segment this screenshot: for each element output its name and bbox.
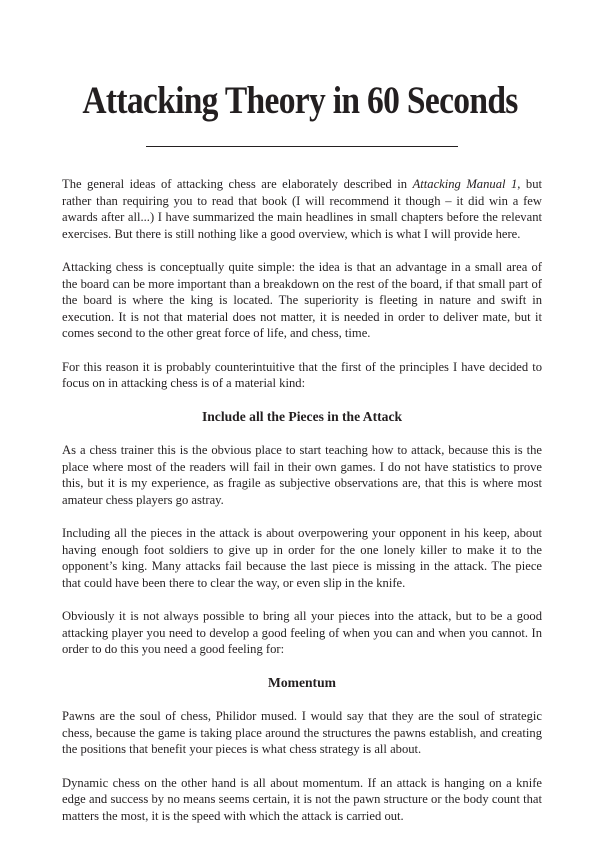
page-title: Attacking Theory in 60 Seconds	[82, 79, 518, 122]
paragraph-concept: Attacking chess is conceptually quite simple: the idea is that an advantage in a small area of the board can be more important than a breakdown on the rest of the board, if that small part of the board is where the king is located. The superiority is fleeting in nature and swift in execution. It is not that material does not matter, it is needed in order to deliver mate, but it comes second to the other great force of life, and chess, time.	[62, 260, 542, 340]
body-text	[62, 176, 542, 841]
paragraph-feeling: Obviously it is not always possible to bring all your pieces into the attack, but to be a good attacking player you need to develop a good feeling of when you can and when you cannot. In order to do this you need a good feeling for:	[62, 609, 542, 656]
paragraph-trainer: As a chess trainer this is the obvious place to start teaching how to attack, because this is the place where most of the readers will fail in their own games. I do not have statistics to prove this, but it is my experience, as fragile as subjective observations are, that this is where most amateur chess players go astray.	[62, 443, 542, 507]
title-divider	[146, 146, 458, 147]
section-heading-include-pieces: Include all the Pieces in the Attack	[201, 408, 403, 424]
paragraph-intro	[62, 176, 542, 242]
paragraph-intro-end: , but rather than requiring you to read that book (I will recommend it though – it did win a few awards after all...) I have summarized the main headlines in small chapters before the relevant exercises. But there is still nothing like a good overview, which is what I will provide here.	[62, 177, 543, 241]
section-heading-momentum: Momentum	[268, 674, 336, 690]
paragraph-intro-start: The general ideas of attacking chess are elaborately described in	[62, 177, 413, 191]
book-title: Attacking Manual 1	[412, 177, 518, 191]
paragraph-pawns: Pawns are the soul of chess, Philidor mused. I would say that they are the soul of strategic chess, because the game is taking place around the structures the pawns establish, and creating the positions that benefit your pieces is what chess strategy is all about.	[62, 709, 542, 756]
paragraph-counterintuitive: For this reason it is probably counterintuitive that the first of the principles I have decided to focus on in attacking chess is of a material kind:	[62, 359, 542, 390]
paragraph-dynamic: Dynamic chess on the other hand is all about momentum. If an attack is hanging on a knife edge and success by no means seems certain, it is not the pawn structure or the body count that matters the most, it is the speed with which the attack is carried out.	[62, 775, 542, 823]
paragraph-overpowering: Including all the pieces in the attack is about overpowering your opponent in his keep, about having enough foot soldiers to give up in order for the one lonely killer to make it to the opponent’s king. Many attacks fail because the last piece is missing in the attack. The piece that could have been there to clear the way, or even slip in the knife.	[62, 526, 542, 590]
